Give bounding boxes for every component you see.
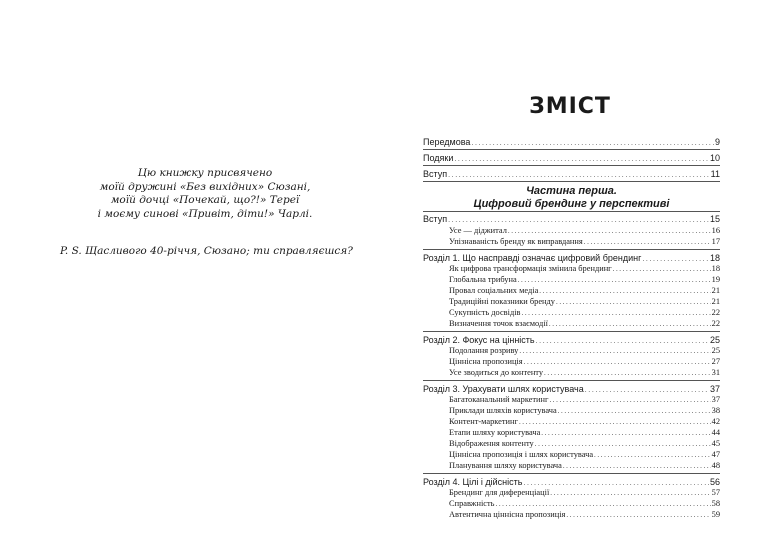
dedication-postscript: P. S. Щасливого 40-річчя, Сюзано; ти справляєшся? [60,245,353,257]
leader-dots [584,238,711,246]
toc-subentry[interactable] [423,319,720,328]
toc-subentry-label: Подолання розриву [449,346,519,355]
leader-dots [558,407,711,415]
toc-subentry[interactable] [423,461,720,470]
leader-dots [448,217,709,224]
toc-entry-page: 25 [709,335,720,345]
toc-subentry-label: Багатоканальний маркетинг [449,395,549,404]
toc-subentry-label: Контент-маркетинг [449,417,518,426]
toc-subentry-label: Ціннісна пропозиція [449,357,523,366]
dedication-line: моїй дочці «Почекай, що?!» Тереї [110,194,300,207]
toc-entry-page: 15 [709,214,720,224]
leader-dots [448,172,710,179]
leader-dots [518,276,711,284]
toc-subentry-page: 47 [711,450,720,459]
toc-subentry-page: 16 [711,226,720,235]
leader-dots [519,418,711,426]
toc-subentry-page: 25 [711,346,720,355]
toc-subentry[interactable] [423,264,720,273]
toc-subentry-label: Упізнаваність бренду як виправдання [449,237,583,246]
toc-subentry-page: 31 [711,368,720,377]
toc-subentry-page: 38 [711,406,720,415]
dedication-line: Цю книжку присвячено [137,167,273,179]
leader-dots [642,256,709,263]
toc-subentry-label: Визначення точок взаємодії [449,319,548,328]
toc-subentry-label: Провал соціальних медіа [449,286,539,295]
leader-dots [556,298,711,306]
toc-subentry[interactable] [423,275,720,284]
part-heading-line: Частина перша. [526,185,617,197]
leader-dots [544,369,711,377]
leader-dots [550,489,710,497]
toc-subentry-label: Глобальна трибуна [449,275,517,284]
leader-dots [585,387,709,394]
toc-entry-chapter-3[interactable] [423,384,720,394]
toc-entry-label: Розділ 4. Цілі і дійсність [423,477,523,487]
toc-subentry-label: Традиційні показники бренду [449,297,555,306]
toc-subentry-label: Усе зводиться до контенту [449,368,544,377]
toc-subentry[interactable] [423,439,720,448]
toc-entry-chapter-4[interactable] [423,477,720,487]
leader-dots [536,338,709,345]
toc-subentry[interactable] [423,450,720,459]
toc-subentry-page: 48 [711,461,720,470]
toc-entry-part-intro[interactable] [423,214,720,224]
toc-subentry[interactable] [423,357,720,366]
toc-subentry[interactable] [423,428,720,437]
divider [423,211,720,212]
toc-subentry-label: Сукупність досвідів [449,308,521,317]
toc-subentry-label: Етапи шляху користувача [449,428,541,437]
toc-subentry[interactable] [423,226,720,235]
toc-subentry-page: 57 [711,488,720,497]
toc-subentry-label: Усе — діджитал [449,226,507,235]
toc-subentry-page: 27 [711,357,720,366]
divider [423,149,720,150]
toc-entry-page: 18 [709,253,720,263]
toc-subentry[interactable] [423,346,720,355]
toc-entry-page: 10 [709,153,720,163]
toc-entry-page: 9 [714,137,720,147]
toc-subentry-page: 37 [711,395,720,404]
toc-subentry-label: Відображення контенту [449,439,534,448]
leader-dots [613,265,711,273]
leader-dots [549,396,710,404]
toc-entry-acknowledgements[interactable] [423,153,720,163]
toc-subentry[interactable] [423,417,720,426]
divider [423,165,720,166]
leader-dots [549,320,711,328]
toc-subentry-page: 21 [711,297,720,306]
toc-entry-label: Розділ 2. Фокус на цінність [423,335,535,345]
toc-subentry[interactable] [423,368,720,377]
toc-subentry[interactable] [423,308,720,317]
leader-dots [521,309,710,317]
leader-dots [471,140,714,147]
toc-entry-introduction[interactable] [423,169,720,179]
toc-subentry-page: 21 [711,286,720,295]
leader-dots [594,451,711,459]
toc-entry-page: 11 [710,169,720,179]
part-heading [423,185,720,211]
leader-dots [566,511,710,519]
leader-dots [541,429,710,437]
toc-subentry-page: 17 [711,237,720,246]
divider [423,331,720,332]
toc-subentry-label: Приклади шляхів користувача [449,406,557,415]
toc-subentry-label: Як цифрова трансформація змінила брендинг [449,264,612,273]
toc-subentry-page: 22 [711,308,720,317]
toc-entry-label: Вступ [423,169,448,179]
toc-subentry-label: Автентична ціннісна пропозиція [449,510,566,519]
toc-subentry-page: 58 [711,499,720,508]
dedication [60,167,350,221]
part-heading-line: Цифровий брендинг у перспективі [473,198,670,210]
toc-subentry[interactable] [423,237,720,246]
leader-dots [495,500,710,508]
toc-subentry-page: 22 [711,319,720,328]
toc-entry-chapter-2[interactable] [423,335,720,345]
toc-entry-page: 37 [709,384,720,394]
toc-entry-preface[interactable] [423,137,720,147]
leader-dots [523,480,709,487]
toc-subentry-page: 44 [711,428,720,437]
toc-subentry-page: 42 [711,417,720,426]
page-title: ЗМІСТ [529,94,611,119]
toc-entry-page: 56 [709,477,720,487]
toc-entry-label: Подяки [423,153,454,163]
toc-subentry-label: Справжність [449,499,495,508]
leader-dots [535,440,711,448]
toc-subentry-page: 59 [711,510,720,519]
toc-subentry[interactable] [423,510,720,519]
leader-dots [563,462,711,470]
dedication-line: і моєму синові «Привіт, діти!» Чарлі. [97,207,313,220]
toc-entry-label: Вступ [423,214,448,224]
toc-subentry-label: Ціннісна пропозиція і шлях користувача [449,450,594,459]
toc-entry-label: Розділ 1. Що насправді означає цифровий брендинг [423,253,642,263]
leader-dots [539,287,710,295]
toc-subentry-page: 18 [711,264,720,273]
leader-dots [454,156,709,163]
toc-subentry[interactable] [423,286,720,295]
toc-subentry[interactable] [423,499,720,508]
toc-entry-chapter-1[interactable] [423,253,720,263]
divider [423,249,720,250]
leader-dots [524,358,711,366]
toc-subentry-page: 45 [711,439,720,448]
toc-subentry[interactable] [423,406,720,415]
leader-dots [519,347,710,355]
divider [423,380,720,381]
toc-subentry[interactable] [423,297,720,306]
toc-entry-label: Передмова [423,137,471,147]
toc-subentry[interactable] [423,395,720,404]
divider [423,181,720,182]
dedication-line: моїй дружині «Без вихідних» Сюзані, [99,180,311,193]
leader-dots [508,227,711,235]
toc-subentry[interactable] [423,488,720,497]
toc-subentry-page: 19 [711,275,720,284]
toc-subentry-label: Планування шляху користувача [449,461,562,470]
toc-subentry-label: Брендинг для диференціації [449,488,550,497]
toc-entry-label: Розділ 3. Урахувати шлях користувача [423,384,584,394]
divider [423,473,720,474]
